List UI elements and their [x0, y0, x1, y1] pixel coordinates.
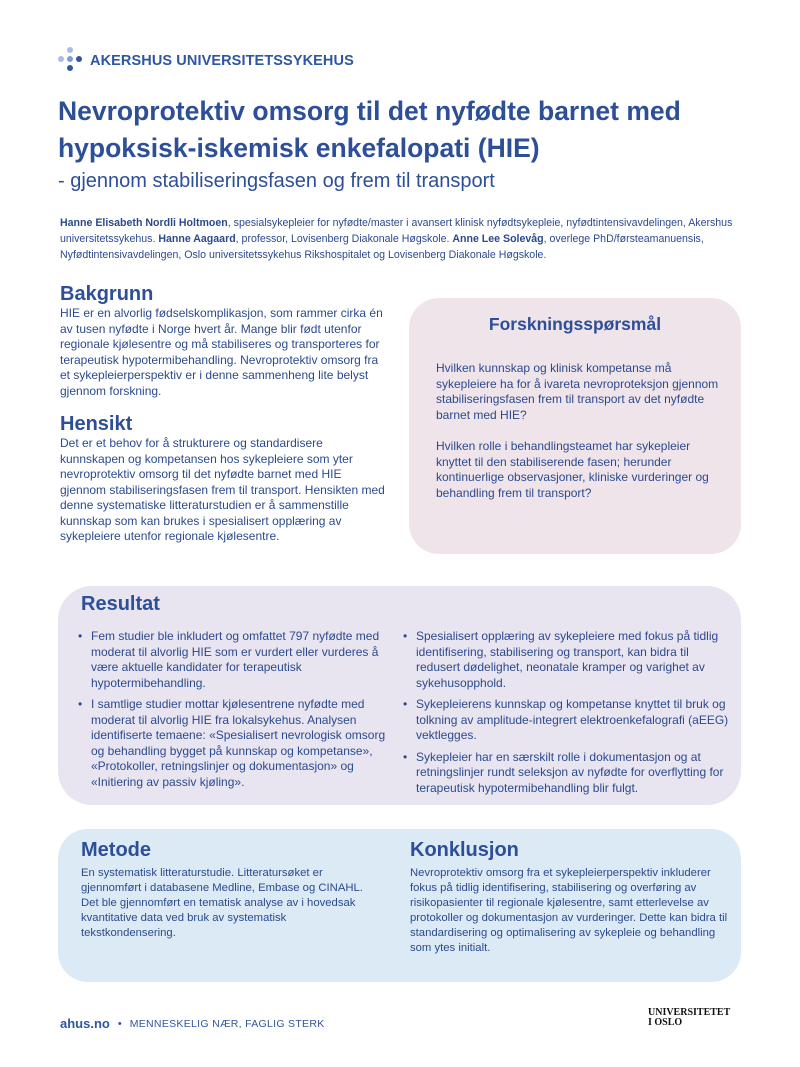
author-1-name: Hanne Elisabeth Nordli Holtmoen: [60, 217, 228, 229]
footer-separator: •: [117, 1017, 122, 1030]
result-text: Spesialisert opplæring av sykepleiere med fokus på tidlig identifisering, stabilisering og transport, kan bidra til redusert dødelighet, neonatale kramper og varighet av sykehusopphold.: [416, 629, 719, 690]
section-resultat: [58, 586, 741, 805]
research-question-1: Hvilken kunnskap og klinisk kompetanse må sykepleiere ha for å ivareta nevroproteksjon gjennom stabiliseringsfasen frem til transport av det nyfødte barnet med HIE?: [436, 361, 719, 422]
list-item: [78, 697, 398, 790]
hensikt-heading: Hensikt: [60, 413, 133, 435]
uio-line-1: UNIVERSITETET: [648, 1007, 731, 1018]
footer-slogan: MENNESKELIG NÆR, FAGLIG STERK: [129, 1017, 325, 1030]
resultat-heading: Resultat: [81, 593, 160, 615]
hospital-logo: [58, 47, 354, 75]
resultat-right-column: [403, 629, 733, 802]
hospital-name: AKERSHUS UNIVERSITETSSYKEHUS: [90, 53, 354, 69]
bakgrunn-text: HIE er en alvorlig fødselskomplikasjon, som rammer cirka én av tusen nyfødte i Norge hvert år. Mange blir født utenfor regionale kjølesentre og må stabiliseres og transporteres for terapeutisk hypotermibehandling. Nevroprotektiv omsorg fra et sykepleierperspektiv er i denne sammenheng lite belyst gjennom forskning.: [60, 306, 383, 398]
bakgrunn-heading: Bakgrunn: [60, 283, 154, 305]
list-item: [403, 750, 733, 797]
section-metode: [81, 839, 381, 941]
bullet: •: [78, 697, 83, 711]
author-2-name: Hanne Aagaard: [158, 233, 236, 245]
bullet: •: [78, 629, 83, 643]
result-text: I samtlige studier mottar kjølesentrene nyfødte med moderat til alvorlig HIE fra lokalsykehus. Analysen identifiserte temaene: «Spesialisert nevrologisk omsorg og behandling bygget på kunnskap og kompetanse», «Protokoller, retningslinjer og dokumentasjon» og «Initiering av passiv kjøling».: [91, 697, 386, 789]
author-3-name: Anne Lee Solevåg: [452, 233, 544, 245]
logo-dots-icon: [58, 47, 82, 75]
metode-text: En systematisk litteraturstudie. Litteratursøket er gjennomført i databasene Medline, Embase og CINAHL. Det ble gjennomført en tematisk analyse av i hovedsak kvantitative data ved bruk av systematisk tekstkondensering.: [81, 867, 363, 939]
metode-heading: Metode: [81, 839, 151, 861]
list-item: [78, 629, 398, 691]
research-question-2: Hvilken rolle i behandlingsteamet har sykepleier knyttet til den stabiliserende fasen; herunder kontinuerlige observasjoner, kliniske vurderinger og behandling frem til transport?: [436, 439, 709, 500]
title-line-1: Nevroprotektiv omsorg til det nyfødte barnet med: [58, 96, 681, 126]
author-1-desc: , spesialsykepleier for nyfødte/master i avansert klinisk nyfødtsykepleie, nyfødtintensivavdelingen, Akershus universitetssykehus.: [60, 217, 733, 245]
poster-title: [58, 93, 758, 167]
footer: [60, 1016, 325, 1031]
result-text: Fem studier ble inkludert og omfattet 797 nyfødte med moderat til alvorlig HIE som er vurdert eller vurderes å være aktuelle kandidater for terapeutisk hypotermibehandling.: [91, 629, 380, 690]
bullet: •: [403, 697, 408, 711]
section-forskningsporsmal: [409, 298, 741, 554]
section-bakgrunn: [60, 283, 385, 399]
authors: [60, 215, 760, 263]
uio-line-2: I OSLO: [648, 1017, 683, 1028]
resultat-left-column: [78, 629, 398, 796]
bullet: •: [403, 749, 408, 764]
footer-site-link[interactable]: ahus.no: [60, 1016, 110, 1031]
result-text: Sykepleierens kunnskap og kompetanse knyttet til bruk og tolkning av amplitude-integrert elektroenkefalografi (aEEG) vektlegges.: [416, 697, 729, 742]
author-2-desc: , professor, Lovisenberg Diakonale Høgskole.: [235, 233, 453, 245]
forskningsporsmal-heading: Forskningsspørsmål: [488, 314, 662, 334]
result-text: Sykepleier har en særskilt rolle i dokumentasjon og at retningslinjer rundt seleksjon av nyfødte for overflytting for terapeutisk hypotermibehandling blir fulgt.: [416, 749, 724, 795]
list-item: [403, 629, 733, 691]
konklusjon-text: Nevroprotektiv omsorg fra et sykepleierperspektiv inkluderer fokus på tidlig identifisering, stabilisering og overføring av risikopasienter til regionale kjølesentre, samt etterlevelse av protokoller og dokumentasjon av vurderinger. Dette kan bidra til standardisering og optimalisering av sykepleie og behandling som ytes initialt.: [410, 867, 728, 954]
hensikt-text: Det er et behov for å strukturere og standardisere kunnskapen og kompetansen hos sykepleiere som yter nevroprotektiv omsorg til det nyfødte barnet med HIE gjennom stabiliseringsfasen frem til transport. Hensikten med denne systematiske litteraturstudien er å sammenstille kunnskap som kan brukes i spesialisert opplæring av sykepleiere utenfor regionale kjølesentre.: [60, 436, 385, 543]
author-3-desc: , overlege PhD/førsteamanuensis, Nyfødtintensivavdelingen, Oslo universitetssykehus Rikshospitalet og Lovisenberg Diakonale Høgskole.: [60, 233, 704, 261]
poster-subtitle: - gjennom stabiliseringsfasen og frem til transport: [58, 170, 495, 192]
section-hensikt: [60, 413, 385, 545]
title-line-2: hypoksisk-iskemisk enkefalopati (HIE): [58, 133, 540, 163]
section-konklusjon: [410, 839, 735, 956]
section-metode-konklusjon: [58, 829, 741, 982]
uio-logo: [648, 1008, 730, 1028]
bullet: •: [403, 629, 408, 643]
list-item: [403, 697, 733, 744]
konklusjon-heading: Konklusjon: [410, 839, 519, 861]
